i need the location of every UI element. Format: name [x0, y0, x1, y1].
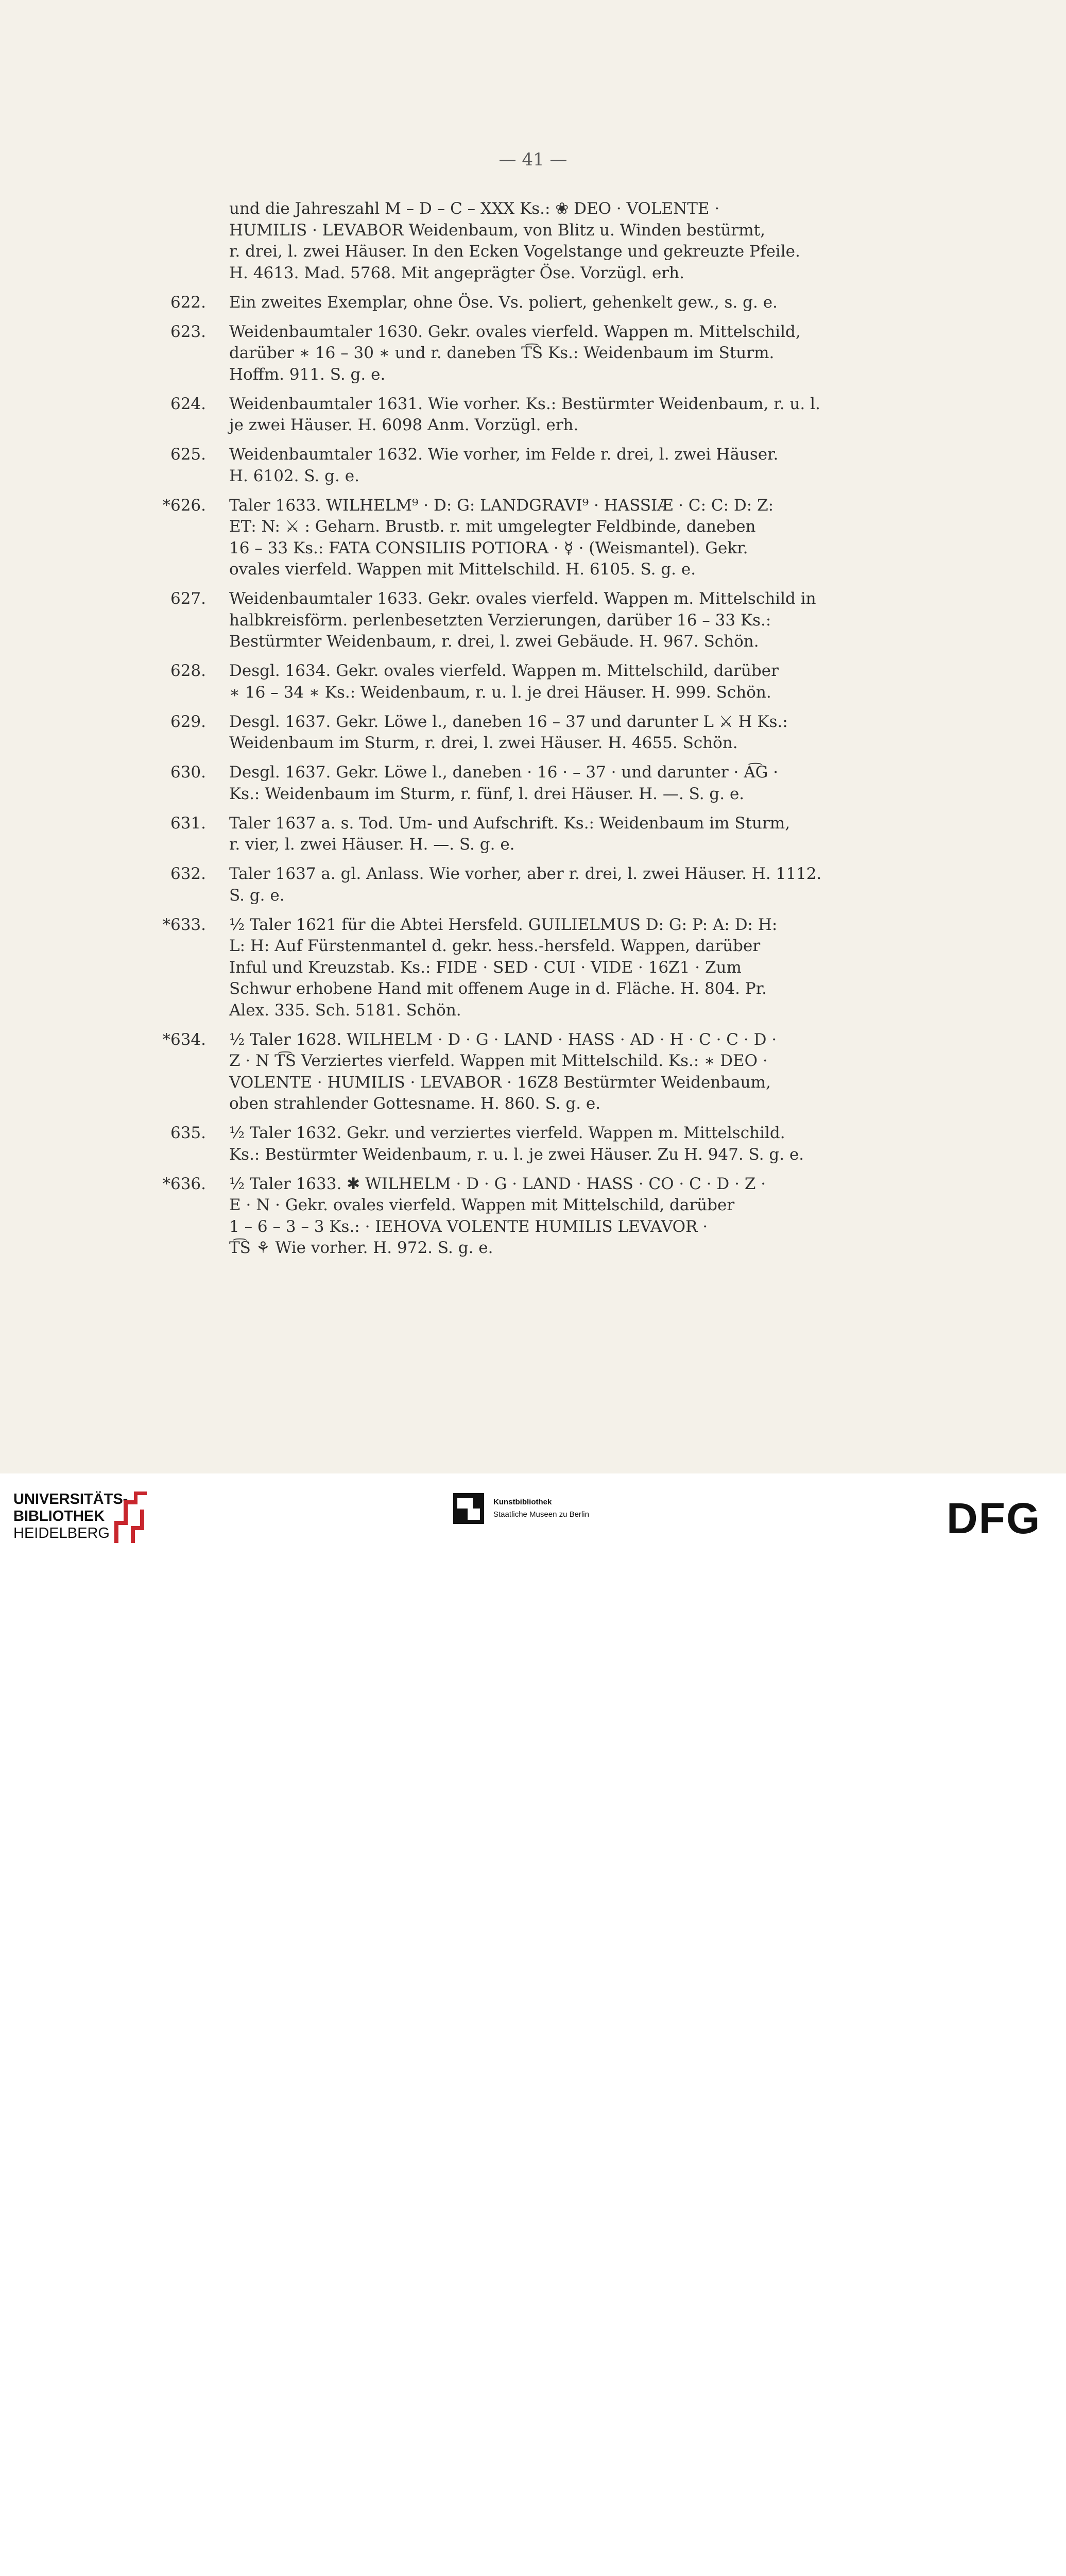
entry-text-line: VOLENTE · HUMILIS · LEVABOR · 16Z8 Bestürmter Weidenbaum, — [229, 1073, 771, 1092]
entry-text-line: S. g. e. — [229, 886, 285, 905]
entry-text-line: Alex. 335. Sch. 5181. Schön. — [229, 1001, 461, 1020]
catalog-entry — [124, 495, 865, 581]
kunstbibliothek-logo-icon — [453, 1493, 484, 1524]
entry-text-line: Inful und Kreuzstab. Ks.: FIDE · SED · CUI · VIDE · 16Z1 · Zum — [229, 958, 742, 977]
catalog-entry — [124, 394, 865, 436]
entry-text-line: ovales vierfeld. Wappen mit Mittelschild. H. 6105. S. g. e. — [229, 560, 696, 579]
entry-text-line: je zwei Häuser. H. 6098 Anm. Vorzügl. erh. — [229, 416, 579, 434]
entry-number: *636. — [162, 1174, 206, 1193]
entry-text-line: Taler 1637 a. s. Tod. Um- und Aufschrift. Ks.: Weidenbaum im Sturm, — [229, 814, 790, 833]
ub-line: UNIVERSITÄTS- — [13, 1491, 128, 1507]
entry-text-line: ∗ 16 – 34 ∗ Ks.: Weidenbaum, r. u. l. je drei Häuser. H. 999. Schön. — [229, 683, 771, 702]
entry-text-line: HUMILIS · LEVABOR Weidenbaum, von Blitz u. Winden bestürmt, — [229, 221, 765, 240]
entry-text-line: Taler 1633. WILHELM⁹ · D: G: LANDGRAVI⁹ · HASSIÆ · C: C: D: Z: — [229, 496, 774, 515]
catalog-entry — [124, 198, 865, 284]
catalog-entry — [124, 1123, 865, 1165]
entry-text-line: Ks.: Weidenbaum im Sturm, r. fünf, l. drei Häuser. H. —. S. g. e. — [229, 784, 745, 803]
kb-line: Staatliche Museen zu Berlin — [493, 1510, 589, 1519]
catalog-entry — [124, 292, 865, 314]
entry-text-line: H. 6102. S. g. e. — [229, 466, 359, 485]
entry-text-line: Weidenbaum im Sturm, r. drei, l. zwei Häuser. H. 4655. Schön. — [229, 734, 738, 752]
entry-text-line: ½ Taler 1621 für die Abtei Hersfeld. GUILIELMUS D: G: P: A: D: H: — [229, 915, 778, 934]
entry-number: 629. — [170, 712, 206, 731]
entry-text-line: r. drei, l. zwei Häuser. In den Ecken Vogelstange und gekreuzte Pfeile. — [229, 242, 800, 261]
entry-text-line: 1 – 6 – 3 – 3 Ks.: · IEHOVA VOLENTE HUMILIS LEVAVOR · — [229, 1217, 708, 1236]
entry-text-line: Weidenbaumtaler 1631. Wie vorher. Ks.: Bestürmter Weidenbaum, r. u. l. — [229, 394, 820, 413]
footer-bar — [0, 1473, 1066, 1562]
dfg-logo: DFG — [947, 1494, 1041, 1543]
catalog-entry — [124, 863, 865, 906]
entry-number: 625. — [170, 445, 206, 464]
entry-number: 627. — [170, 589, 206, 608]
catalog-entry — [124, 914, 865, 1022]
entry-text-line: Hoffm. 911. S. g. e. — [229, 365, 386, 384]
entry-text-line: oben strahlender Gottesname. H. 860. S. g. e. — [229, 1094, 601, 1113]
entry-text-line: Desgl. 1637. Gekr. Löwe l., daneben · 16 · – 37 · und darunter · A͡G · — [229, 763, 779, 782]
entry-text-line: Ks.: Bestürmter Weidenbaum, r. u. l. je zwei Häuser. Zu H. 947. S. g. e. — [229, 1145, 804, 1164]
catalog-entry — [124, 1174, 865, 1259]
kunstbibliothek-label — [493, 1496, 589, 1521]
ub-heidelberg-logo-icon — [108, 1489, 149, 1546]
entry-text-line: Ein zweites Exemplar, ohne Öse. Vs. poliert, gehenkelt gew., s. g. e. — [229, 293, 778, 312]
catalog-entry — [124, 1029, 865, 1115]
entry-number: 623. — [170, 322, 206, 341]
entry-text-line: darüber ∗ 16 – 30 ∗ und r. daneben T͡S Ks.: Weidenbaum im Sturm. — [229, 344, 775, 362]
entry-number: 630. — [170, 763, 206, 782]
entry-text-line: Weidenbaumtaler 1630. Gekr. ovales vierfeld. Wappen m. Mittelschild, — [229, 322, 801, 341]
entry-text-line: Schwur erhobene Hand mit offenem Auge in d. Fläche. H. 804. Pr. — [229, 979, 767, 998]
entry-number: 632. — [170, 865, 206, 883]
entry-text-line: halbkreisförm. perlenbesetzten Verzierungen, darüber 16 – 33 Ks.: — [229, 611, 771, 630]
entry-text-line: Z · N T͡S Verziertes vierfeld. Wappen mit Mittelschild. Ks.: ∗ DEO · — [229, 1052, 768, 1070]
entry-text-line: L: H: Auf Fürstenmantel d. gekr. hess.-hersfeld. Wappen, darüber — [229, 937, 761, 955]
entry-text-line: Weidenbaumtaler 1632. Wie vorher, im Felde r. drei, l. zwei Häuser. — [229, 445, 779, 464]
entry-number: 631. — [170, 814, 206, 833]
catalog-entry — [124, 660, 865, 703]
entry-number: 635. — [170, 1124, 206, 1142]
entry-number: 624. — [170, 394, 206, 413]
entry-number: *626. — [162, 496, 206, 515]
ub-line: BIBLIOTHEK — [13, 1508, 105, 1524]
entry-number: 622. — [170, 293, 206, 312]
entry-text-line: r. vier, l. zwei Häuser. H. —. S. g. e. — [229, 835, 515, 854]
entry-text-line: ½ Taler 1632. Gekr. und verziertes vierfeld. Wappen m. Mittelschild. — [229, 1124, 785, 1142]
catalog-entry — [124, 711, 865, 754]
entry-text-line: Desgl. 1634. Gekr. ovales vierfeld. Wappen m. Mittelschild, darüber — [229, 662, 779, 680]
page-number: — 41 — — [498, 149, 568, 170]
entry-text-line: ½ Taler 1628. WILHELM · D · G · LAND · HASS · AD · H · C · C · D · — [229, 1030, 777, 1049]
entry-text-line: H. 4613. Mad. 5768. Mit angeprägter Öse. Vorzügl. erh. — [229, 263, 684, 282]
entry-number: *634. — [162, 1030, 206, 1049]
catalog-text — [124, 198, 865, 1267]
entry-text-line: T͡S ⚘ Wie vorher. H. 972. S. g. e. — [229, 1239, 493, 1257]
entry-text-line: Bestürmter Weidenbaum, r. drei, l. zwei Gebäude. H. 967. Schön. — [229, 632, 759, 651]
entry-number: *633. — [162, 915, 206, 934]
entry-text-line: 16 – 33 Ks.: FATA CONSILIIS POTIORA · ☿ · (Weismantel). Gekr. — [229, 538, 748, 557]
entry-text-line: ½ Taler 1633. ✱ WILHELM · D · G · LAND · HASS · CO · C · D · Z · — [229, 1174, 766, 1193]
entry-text-line: ET: N: ⚔ : Geharn. Brustb. r. mit umgelegter Feldbinde, daneben — [229, 517, 756, 536]
entry-text-line: Taler 1637 a. gl. Anlass. Wie vorher, aber r. drei, l. zwei Häuser. H. 1112. — [229, 865, 822, 883]
entry-text-line: Weidenbaumtaler 1633. Gekr. ovales vierfeld. Wappen m. Mittelschild in — [229, 589, 816, 608]
kb-line: Kunstbibliothek — [493, 1498, 552, 1506]
catalog-entry — [124, 444, 865, 487]
catalog-entry — [124, 762, 865, 805]
catalog-entry — [124, 588, 865, 653]
entry-text-line: Desgl. 1637. Gekr. Löwe l., daneben 16 – 37 und darunter L ⚔ H Ks.: — [229, 712, 788, 731]
ub-line: HEIDELBERG — [13, 1525, 110, 1541]
catalog-entry — [124, 321, 865, 386]
entry-text-line: und die Jahreszahl M – D – C – XXX Ks.: ❀ DEO · VOLENTE · — [229, 199, 720, 218]
entry-number: 628. — [170, 662, 206, 680]
catalog-entry — [124, 813, 865, 856]
entry-text-line: E · N · Gekr. ovales vierfeld. Wappen mit Mittelschild, darüber — [229, 1196, 735, 1214]
